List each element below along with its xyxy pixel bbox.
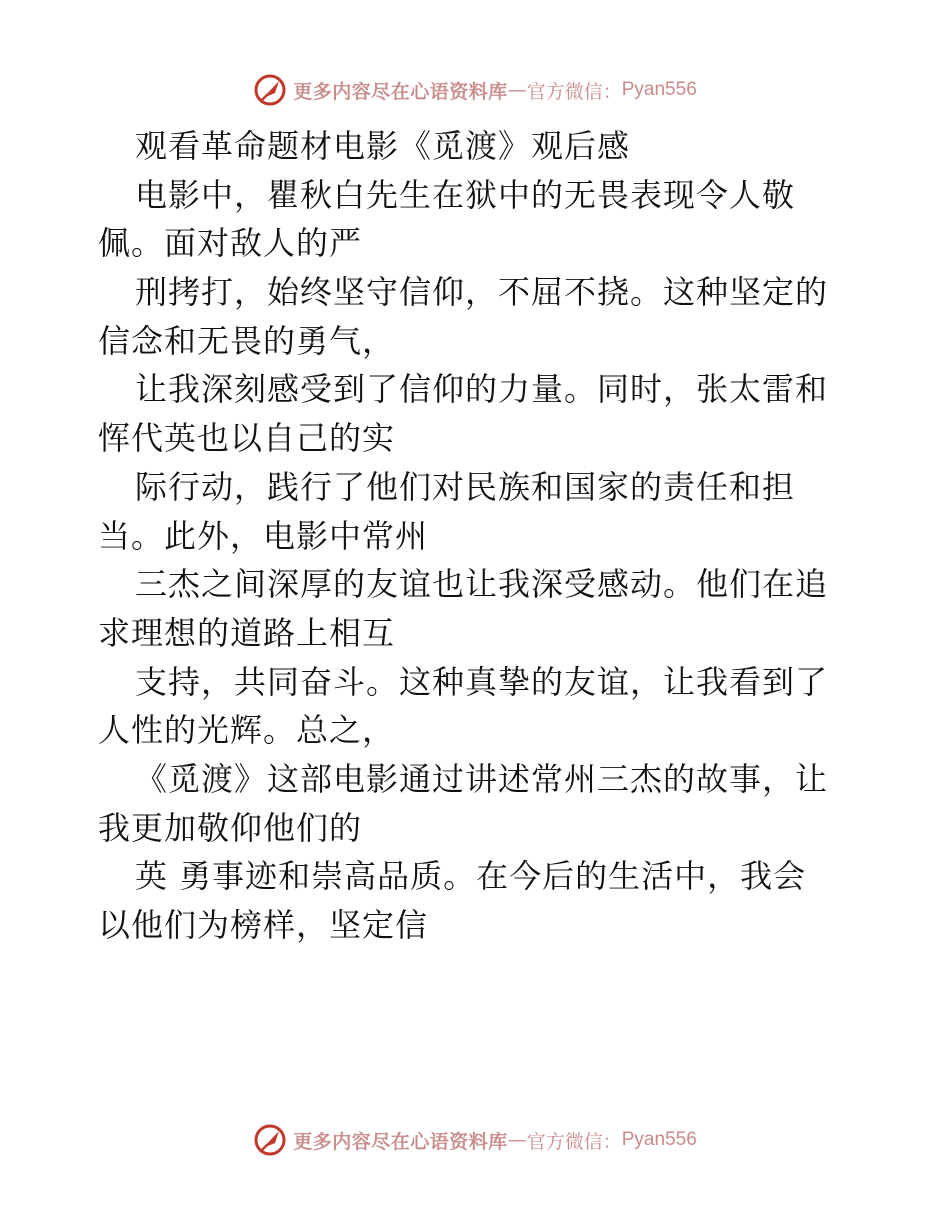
text-line: 刑拷打，始终坚守信仰，不屈不挠。这种坚定的 bbox=[135, 273, 829, 312]
text-line: 佩。面对敌人的严 bbox=[98, 224, 363, 263]
text-line: 信念和无畏的勇气， bbox=[98, 321, 396, 360]
text-line: 我更加敬仰他们的 bbox=[98, 808, 363, 847]
text-line: 求理想的道路上相互 bbox=[98, 613, 396, 652]
footer-banner bbox=[0, 1120, 950, 1160]
banner-main-text: 更多内容尽在心语资料库 bbox=[293, 1130, 508, 1153]
text-line: 人性的光辉。总之， bbox=[98, 711, 396, 750]
text-line: 《觅渡》这部电影通过讲述常州三杰的故事，让 bbox=[135, 759, 829, 798]
banner-dash: — bbox=[507, 79, 527, 101]
text-line: 恽代英也以自己的实 bbox=[98, 419, 396, 458]
banner-contact-id: Pyan556 bbox=[621, 79, 697, 100]
text-line: 际行动，践行了他们对民族和国家的责任和担 bbox=[135, 467, 796, 506]
header-banner bbox=[0, 70, 950, 110]
text-line: 三杰之间深厚的友谊也让我深受感动。他们在追 bbox=[135, 565, 829, 604]
banner-contact-label: 官方微信： bbox=[526, 1130, 622, 1153]
text-line: 让我深刻感受到了信仰的力量。同时，张太雷和 bbox=[135, 370, 829, 409]
text-line: 当。此外，电影中常州 bbox=[98, 516, 429, 555]
document-body bbox=[98, 122, 858, 950]
quill-in-circle-icon bbox=[253, 1123, 287, 1157]
text-line: 英 勇事迹和崇高品质。在今后的生活中，我会 bbox=[135, 857, 807, 896]
text-line: 电影中，瞿秋白先生在狱中的无畏表现令人敬 bbox=[135, 175, 796, 214]
text-line: 以他们为榜样，坚定信 bbox=[98, 906, 429, 944]
banner-contact-label: 官方微信： bbox=[526, 80, 622, 103]
banner-contact-id: Pyan556 bbox=[621, 1129, 697, 1150]
banner-main-text: 更多内容尽在心语资料库 bbox=[293, 80, 508, 103]
document-title: 观看革命题材电影《觅渡》观后感 bbox=[135, 127, 631, 165]
text-line: 支持，共同奋斗。这种真挚的友谊，让我看到了 bbox=[135, 662, 829, 701]
banner-dash: — bbox=[507, 1129, 527, 1151]
quill-in-circle-icon bbox=[253, 73, 287, 107]
